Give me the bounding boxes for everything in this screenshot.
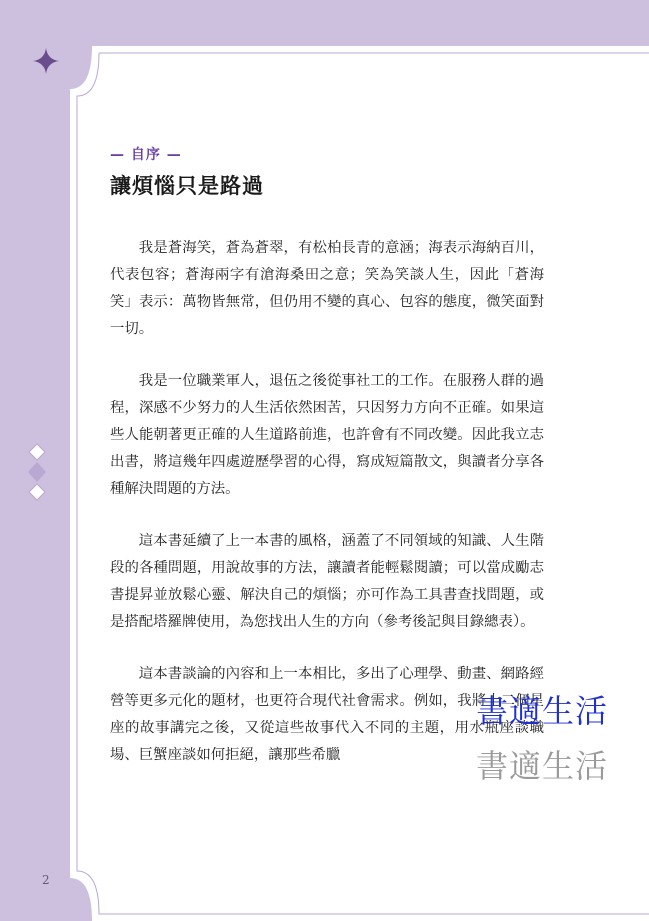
watermark-primary: 書適生活 <box>476 692 609 730</box>
paragraph: 這本書談論的內容和上一本相比，多出了心理學、動畫、網路經營等更多元化的題材，也更符合現代社會需求。例如，我將十二個星座的故事講完之後，又從這些故事代入不同的主題，用水瓶座談職場、巨蟹座談如何拒絕，讓那些希臘 <box>110 666 544 763</box>
section-label: — 自序 — <box>110 147 182 163</box>
paragraph: 我是一位職業軍人，退伍之後從事社工的工作。在服務人群的過程，深感不少努力的人生活依然困苦，只因努力方向不正確。如果這些人能朝著更正確的人生道路前進，也許會有不同改變。因此我立志出書，將這幾年四處遊歷學習的心得，寫成短篇散文，與讀者分享各種解決問題的方法。 <box>110 373 544 497</box>
paragraph: 我是蒼海笑，蒼為蒼翠，有松柏長青的意涵；海表示海納百川，代表包容；蒼海兩字有滄海桑田之意；笑為笑談人生，因此「蒼海笑」表示：萬物皆無常，但仍用不變的真心、包容的態度，微笑面對一切。 <box>110 240 544 337</box>
diamond-ornament <box>28 444 46 500</box>
watermark-secondary: 書適生活 <box>476 747 609 785</box>
page-number: 2 <box>42 873 50 887</box>
page-title: 讓煩惱只是路過 <box>110 174 264 198</box>
paragraph: 這本書延續了上一本書的風格，涵蓋了不同領域的知識、人生階段的各種問題，用說故事的方法，讓讀者能輕鬆閱讀；可以當成勵志書提昇並放鬆心靈、解決自己的煩惱；亦可作為工具書查找問題，或是搭配塔羅牌使用，為您找出人生的方向（參考後記與目錄總表）。 <box>110 533 544 630</box>
